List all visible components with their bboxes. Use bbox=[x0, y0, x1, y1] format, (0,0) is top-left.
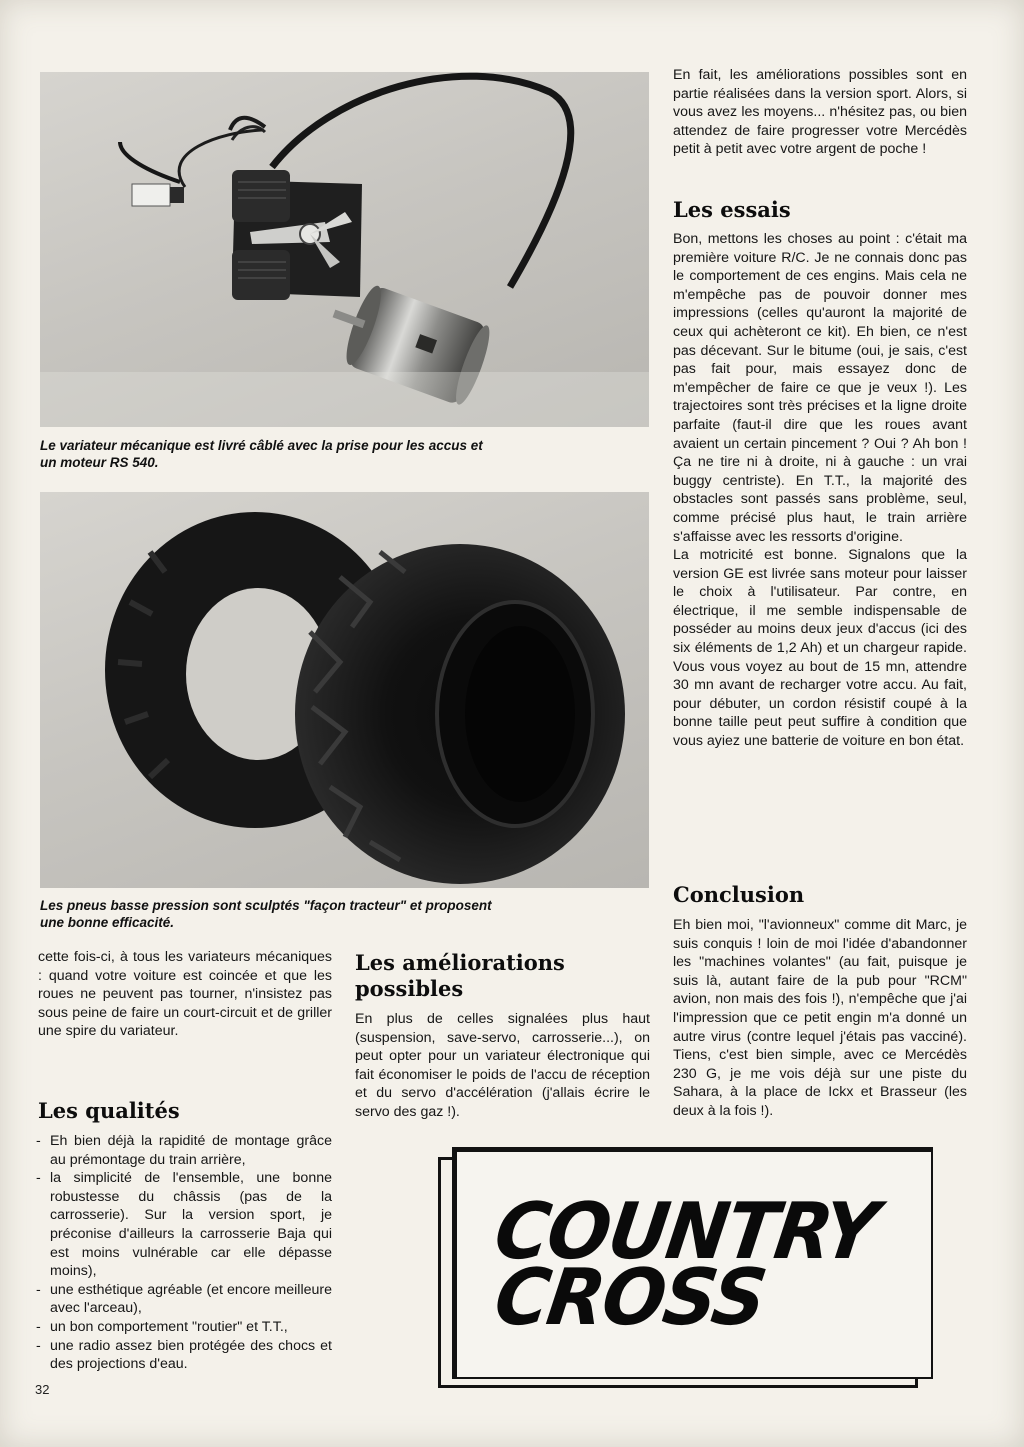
middle-column-text bbox=[355, 1010, 650, 1122]
figure-caption-variateur: Le variateur mécanique est livré câblé avec la prise pour les accus et un moteur RS 540. bbox=[40, 438, 483, 470]
qualites-list bbox=[34, 1132, 332, 1374]
qualites-item: - une esthétique agréable (et encore meilleure avec l'arceau), bbox=[34, 1281, 332, 1318]
heading-ameliorations: Les améliorations possibles bbox=[355, 950, 565, 1001]
photo-pneus bbox=[40, 492, 649, 888]
qualites-item: - un bon comportement "routier" et T.T., bbox=[34, 1318, 332, 1337]
photo-variateur-moteur bbox=[40, 72, 649, 427]
country-cross-logo bbox=[438, 1147, 930, 1382]
logo-frame bbox=[452, 1147, 933, 1379]
qualites-item: - une radio assez bien protégée des chocs et des projections d'eau. bbox=[34, 1337, 332, 1374]
essais-paragraph-1: Bon, mettons les choses au point : c'était ma première voiture R/C. Je ne connais donc pas le comportement de ces engins. Mais cela ne m'empêche pas de pouvoir donner mes impressions (celles qu'auront la majorité de ceux qui achèteront ce kit). Eh bien, ce n'est pas décevant. Sur le bitume (oui, je sais, c'est pas fait pour, mais essayez donc de m'empêcher de faire ce que je veux !). Les trajectoires sont très précises et la ligne droite parfaite (faut-il dire que les roues avant avaient un certain pincement ? Oui ? Ah bon ! Ça ne tire ni à droite, ni à gauche : un vrai buggy centriste). En T.T., la majorité des obstacles sont passés sans problème, seul, comme précisé plus haut, le train arrière s'affaisse avec les ressorts d'origine. bbox=[673, 231, 967, 545]
qualites-list-block bbox=[34, 1132, 332, 1374]
conclusion-paragraph: Eh bien moi, "l'avionneux" comme dit Marc, je suis conquis ! loin de moi l'idée d'abandonner les "machines volantes" (au fait, puisque je suis là, autant faire de la pub pour "RCM" avion, non mais des fois !), n'empêche que j'ai l'impression que ce petit engin m'a donné un autre virus (contre lequel j'étais pas vacciné). Tiens, c'est bien simple, avec ce Mercédès 230 G, je me vois déjà sur une piste du Sahara, à la place de Ickx et Brasseur (les deux à la fois !). bbox=[673, 917, 967, 1119]
logo-line-2: CROSS bbox=[489, 1252, 771, 1343]
left-column-intro bbox=[38, 948, 332, 1041]
heading-essais: Les essais bbox=[673, 197, 791, 222]
variateur-moteur-illustration bbox=[40, 72, 649, 427]
heading-qualites: Les qualités bbox=[38, 1098, 180, 1123]
page-number: 32 bbox=[35, 1382, 50, 1397]
left-intro-paragraph: cette fois-ci, à tous les variateurs mécaniques : quand votre voiture est coincée et que les roues ne peuvent pas tourner, n'insistez pas sous peine de faire un court-circuit et de griller une spire du variateur. bbox=[38, 949, 332, 1040]
heading-conclusion: Conclusion bbox=[673, 882, 805, 907]
logo-line-1: COUNTRY bbox=[489, 1186, 882, 1277]
essais-paragraph-2: La motricité est bonne. Signalons que la version GE est livrée sans moteur pour laisser le choix à l'utilisateur. Par contre, en électrique, il me semble indispensable de posséder au moins deux jeux d'accus (ici des six éléments de 1,2 Ah) et un chargeur rapide. Vous vous voyez au bout de 15 mn, attendre 30 mn avant de recharger votre accu. Au fait, pour débuter, un cordon résistif coupé à la bonne taille peut peut suffire à condition que vous ayiez une batterie de voiture en bon état. bbox=[673, 547, 967, 750]
right-column-intro bbox=[673, 66, 967, 159]
conclusion-text bbox=[673, 916, 967, 1121]
right-intro-paragraph: En fait, les améliorations possibles sont en partie réalisées dans la version sport. Alors, si vous avez les moyens... n'hésitez pas, ou bien attendez de faire progresser votre Mercédès petit à petit avec votre argent de poche ! bbox=[673, 67, 967, 158]
pneus-illustration bbox=[40, 492, 649, 888]
qualites-item: - Eh bien déjà la rapidité de montage grâce au prémontage du train arrière, bbox=[34, 1132, 332, 1169]
qualites-item: - la simplicité de l'ensemble, une bonne robustesse du châssis (pas de la carrosserie). Sur la version sport, je préconise d'ailleurs la carrosserie Baja qui est moins vulnérable car elle dépasse moins), bbox=[34, 1169, 332, 1281]
essais-text bbox=[673, 230, 967, 751]
figure-caption-pneus: Les pneus basse pression sont sculptés "façon tracteur" et proposent une bonne efficacité. bbox=[40, 898, 492, 930]
ameliorations-paragraph: En plus de celles signalées plus haut (suspension, save-servo, carrosserie...), on peut opter pour un variateur électronique qui fait économiser le poids de l'accu de réception et du servo d'accélération (j'allais écrire le servo des gaz !). bbox=[355, 1011, 650, 1120]
